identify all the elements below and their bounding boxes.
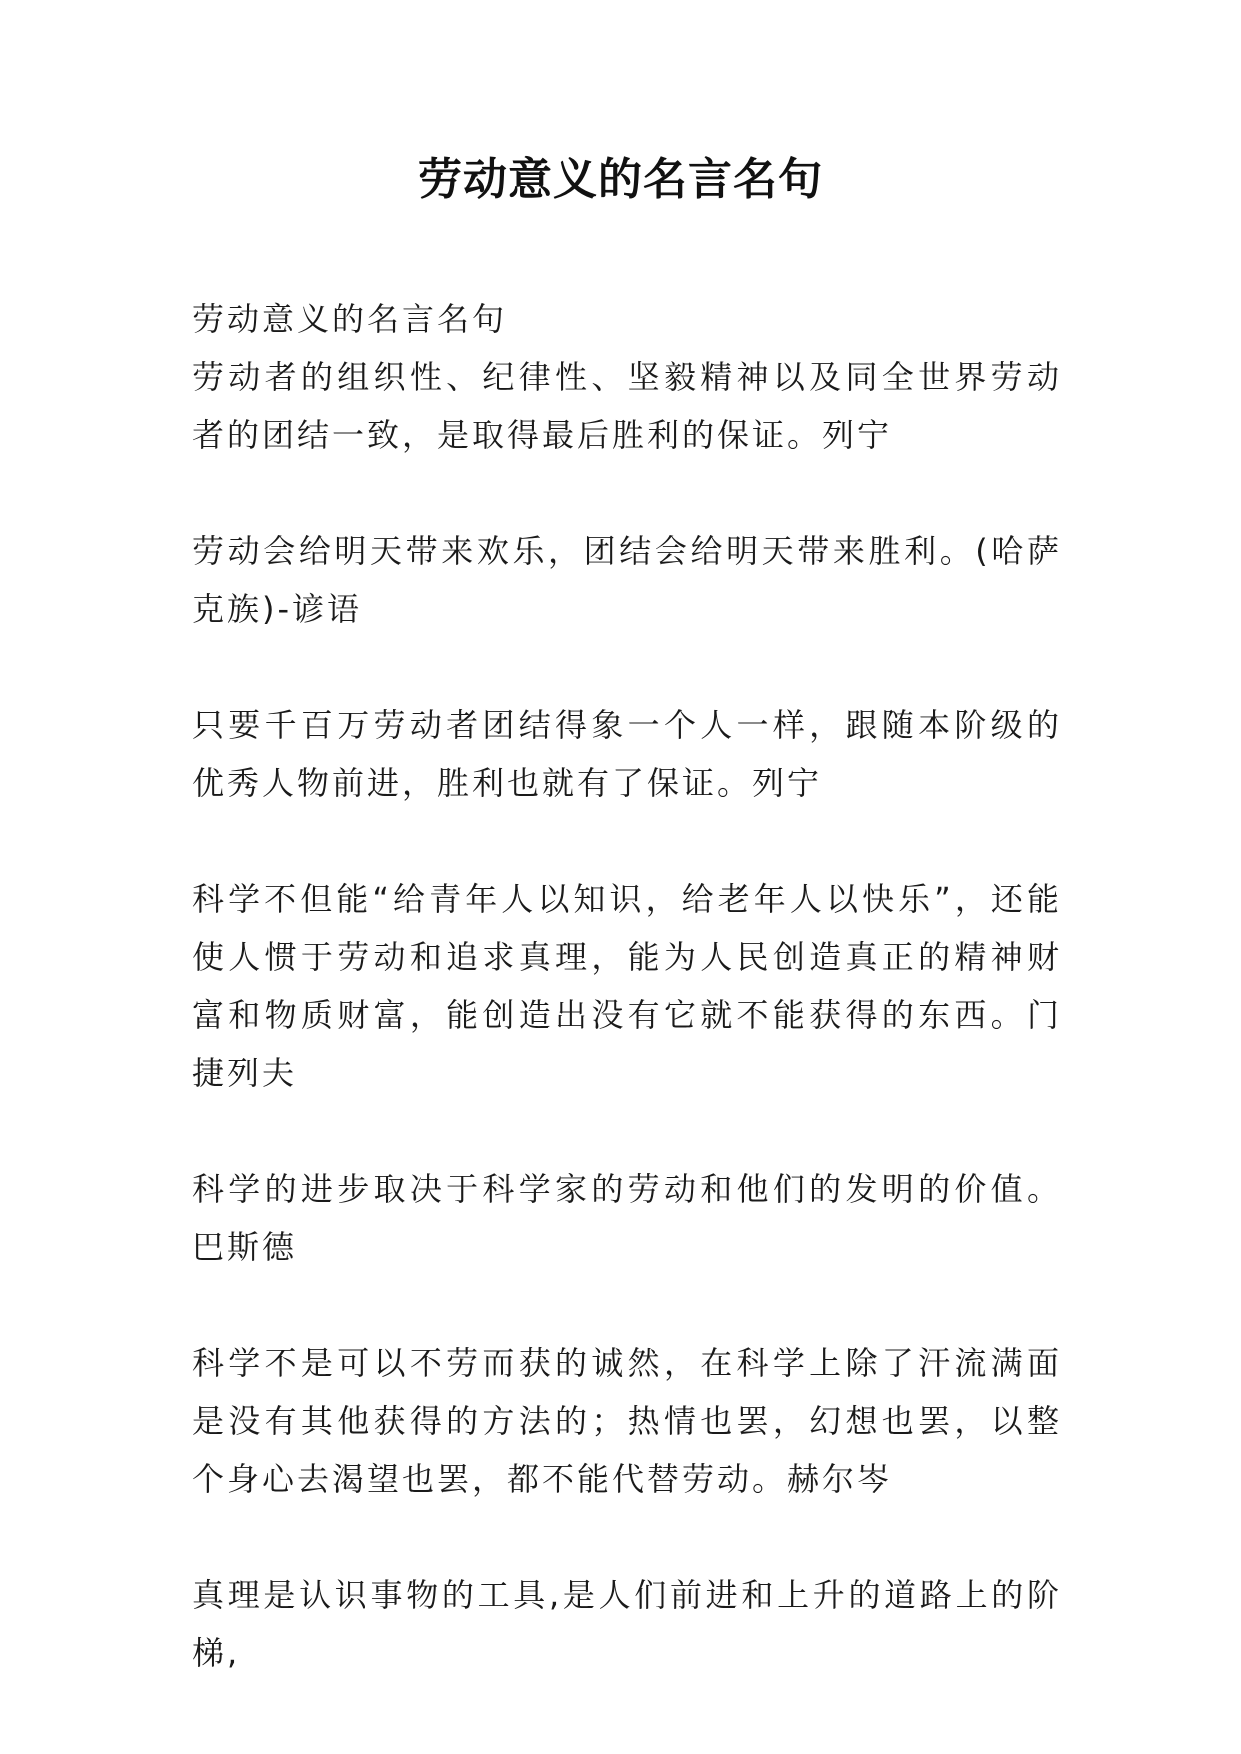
subtitle-line: 劳动意义的名言名句 [192, 300, 508, 338]
document-title: 劳动意义的名言名句 [418, 154, 823, 205]
quote-paragraph: 只要千百万劳动者团结得象一个人一样，跟随本阶级的优秀人物前进，胜利也就有了保证。列宁 [192, 706, 1062, 802]
quote-paragraph: 真理是认识事物的工具,是人们前进和上升的道路上的阶梯, [192, 1576, 1062, 1672]
paragraph-spacer [192, 464, 1062, 522]
quote-paragraph: 劳动者的组织性、纪律性、坚毅精神以及同全世界劳动者的团结一致，是取得最后胜利的保证。列宁 [192, 358, 1062, 454]
paragraph-spacer [192, 1508, 1062, 1566]
quote-paragraph: 科学不但能“给青年人以知识，给老年人以快乐”，还能使人惯于劳动和追求真理，能为人民创造真正的精神财富和物质财富，能创造出没有它就不能获得的东西。门捷列夫 [192, 880, 1062, 1092]
paragraph-spacer [192, 1276, 1062, 1334]
document-body [192, 290, 1062, 1682]
quote-paragraph: 科学不是可以不劳而获的诚然，在科学上除了汗流满面是没有其他获得的方法的；热情也罢，幻想也罢，以整个身心去渴望也罢，都不能代替劳动。赫尔岑 [192, 1344, 1062, 1498]
quote-paragraph: 科学的进步取决于科学家的劳动和他们的发明的价值。巴斯德 [192, 1170, 1062, 1266]
quote-paragraph: 劳动会给明天带来欢乐，团结会给明天带来胜利。(哈萨克族)-谚语 [192, 532, 1062, 628]
paragraph-spacer [192, 638, 1062, 696]
paragraph-spacer [192, 1102, 1062, 1160]
paragraph-spacer [192, 812, 1062, 870]
